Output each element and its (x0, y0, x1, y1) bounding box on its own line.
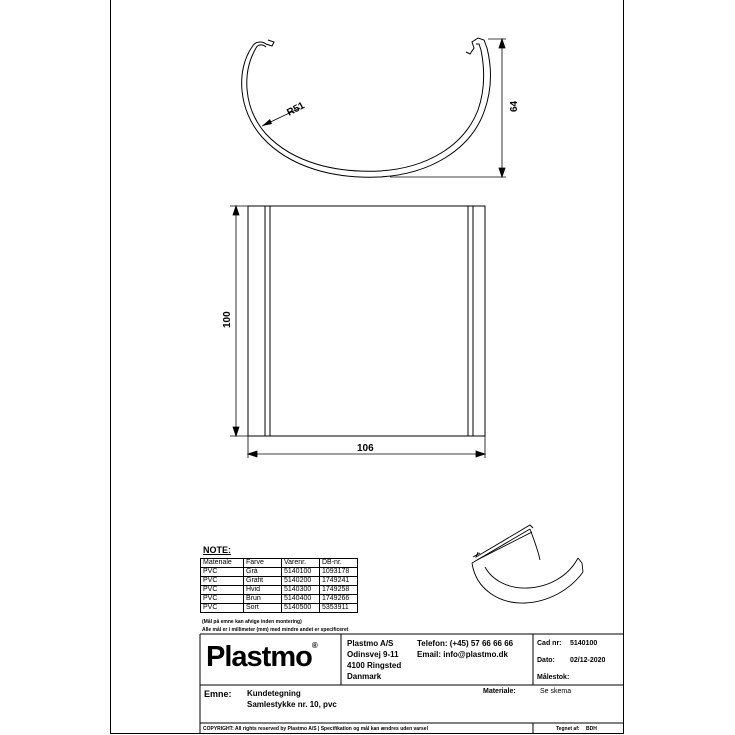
date-value: 02/12-2020 (570, 657, 606, 664)
table-row (201, 595, 358, 604)
table-row (201, 604, 358, 613)
table-header-row (201, 559, 358, 568)
note-title: NOTE: (203, 545, 231, 555)
table-cell: Grå (244, 568, 282, 577)
registered-mark: ® (311, 641, 318, 650)
cad-value: 5140100 (570, 640, 598, 647)
company-street: Odinsvej 9-11 (347, 650, 399, 659)
drawn-by-value: BDH (586, 726, 597, 732)
phone-text: Telefon: (+45) 57 66 66 66 (417, 639, 514, 648)
front-view (248, 206, 485, 436)
subject-label: Emne: (204, 689, 232, 699)
table-cell: 5140100 (282, 568, 320, 577)
material-label: Materiale: (483, 688, 516, 695)
front-height-label: 100 (222, 311, 233, 328)
table-cell: PVC (201, 568, 244, 577)
column-header: Varenr. (282, 559, 320, 568)
subject-line-1: Kundetegning (247, 689, 301, 698)
email-text: Email: info@plastmo.dk (417, 650, 508, 659)
table-cell: 5140400 (282, 595, 320, 604)
remark-tolerance: (Mål på emne kan afvige inden montering) (202, 619, 302, 625)
table-cell: 1749266 (320, 595, 358, 604)
company-city: 4100 Ringsted (347, 661, 402, 670)
column-header: DB-nr. (320, 559, 358, 568)
table-cell: PVC (201, 595, 244, 604)
height-dimension-label: 64 (509, 100, 520, 112)
table-row (201, 577, 358, 586)
table-cell: 1093178 (320, 568, 358, 577)
table-cell: 5353911 (320, 604, 358, 613)
copyright-text: COPYRIGHT: All rights reserved by Plastmo A/S | Specifikation og mål kan ændres uden varsel (203, 726, 428, 732)
plastmo-logo: Plastmo® (206, 641, 318, 673)
table-cell: 5140300 (282, 586, 320, 595)
date-label: Dato: (537, 657, 555, 664)
cad-label: Cad nr: (537, 640, 562, 647)
table-cell: 1749241 (320, 577, 358, 586)
company-name: Plastmo A/S (347, 639, 394, 648)
isometric-view (472, 525, 583, 603)
column-header: Materiale (201, 559, 244, 568)
gutter-profile (242, 38, 491, 177)
radius-label: R51 (285, 100, 307, 119)
table-cell: Brun (244, 595, 282, 604)
scale-label: Målestok: (537, 674, 570, 681)
table-cell: 1749258 (320, 586, 358, 595)
table-row (201, 586, 358, 595)
spec-table (200, 558, 358, 613)
table-cell: Hvid (244, 586, 282, 595)
company-country: Danmark (347, 672, 382, 681)
table-cell: PVC (201, 577, 244, 586)
table-row (201, 568, 358, 577)
material-value: Se skema (540, 688, 572, 695)
table-cell: Grafit (244, 577, 282, 586)
table-cell: PVC (201, 586, 244, 595)
subject-line-2: Samlestykke nr. 10, pvc (247, 700, 337, 709)
front-width-label: 106 (357, 443, 374, 454)
table-cell: PVC (201, 604, 244, 613)
column-header: Farve (244, 559, 282, 568)
table-cell: 5140500 (282, 604, 320, 613)
table-cell: 5140200 (282, 577, 320, 586)
drawn-by-label: Tegnet af: (556, 726, 580, 732)
table-cell: Sort (244, 604, 282, 613)
remark-units: Alle mål er i millimeter (mm) med mindre andet er specificeret (202, 627, 349, 633)
